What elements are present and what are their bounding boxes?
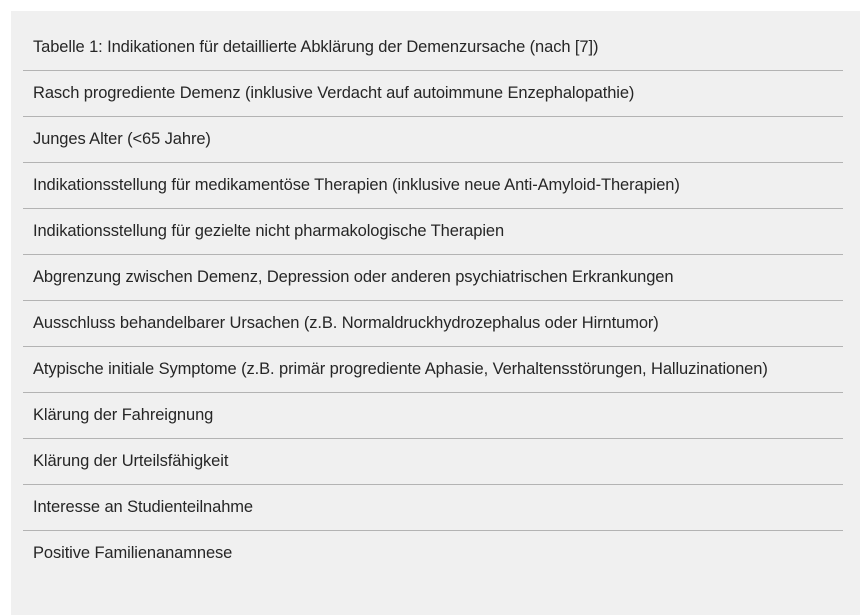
indications-table: [23, 25, 843, 576]
table-panel: [11, 11, 860, 615]
table-row: Indikationsstellung für medikamentöse Therapien (inklusive neue Anti-Amyloid-Therapien): [23, 163, 843, 209]
table-row: Rasch progrediente Demenz (inklusive Verdacht auf autoimmune Enzephalopathie): [23, 71, 843, 117]
table-row: Klärung der Fahreignung: [23, 393, 843, 439]
table-row: Positive Familienanamnese: [33, 544, 233, 562]
table-row: Indikationsstellung für gezielte nicht pharmakologische Therapien: [23, 209, 843, 255]
table-row: Atypische initiale Symptome (z.B. primär progrediente Aphasie, Verhaltensstörungen, Halluzinationen): [23, 347, 843, 393]
table-caption: Tabelle 1: Indikationen für detaillierte Abklärung der Demenzursache (nach [7]): [23, 25, 843, 71]
table-row: Interesse an Studienteilnahme: [23, 485, 843, 531]
table-row: Klärung der Urteilsfähigkeit: [23, 439, 843, 485]
table-row: Abgrenzung zwischen Demenz, Depression oder anderen psychiatrischen Erkrankungen: [23, 255, 843, 301]
table-row: Ausschluss behandelbarer Ursachen (z.B. Normaldruckhydrozephalus oder Hirntumor): [23, 301, 843, 347]
table-row: Junges Alter (<65 Jahre): [23, 117, 843, 163]
